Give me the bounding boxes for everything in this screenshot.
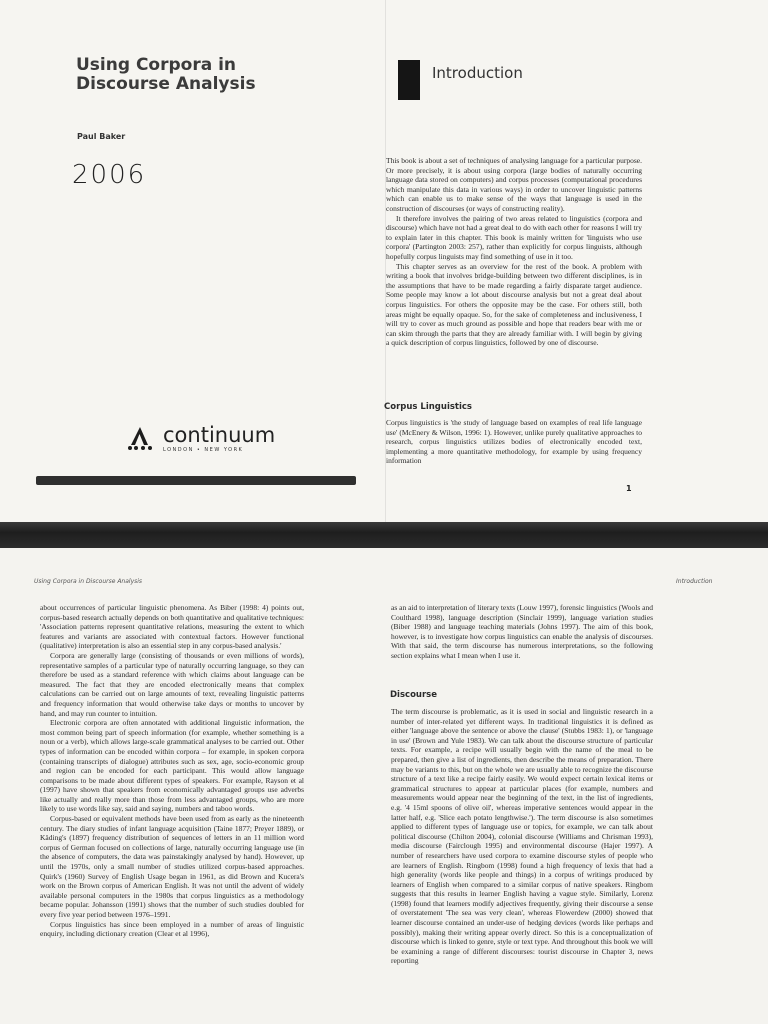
publisher-block: [127, 424, 275, 453]
continuum-logo-icon: [127, 424, 159, 450]
section-heading: Corpus Linguistics: [384, 402, 472, 412]
publisher-cities: LONDON • NEW YORK: [163, 447, 244, 453]
author-name: Paul Baker: [77, 132, 126, 141]
intro-text: [386, 156, 642, 348]
paragraph: as an aid to interpretation of literary texts (Louw 1997), forensic linguistics (Wools and Coulthard 1998), language description (Sinclair 1999), language variation studies (Biber 1988) and language teaching materials (Johns 1997). The aim of this book, however, is to investigate how corpus linguistics can enable the analysis of discourses. With that said, the term discourse has numerous interpretations, so the following section explains what I mean when I use it.: [391, 603, 653, 660]
chapter-number-block: [398, 60, 420, 100]
section-heading: Discourse: [390, 690, 437, 700]
paragraph: Corpora are generally large (consisting of thousands or even millions of words), representative samples of a particular type of naturally occurring language, so they can therefore be used as a standard reference with which claims about language can be measured. The fact that they are encoded electronically means that complex calculations can be carried out on large amounts of text, revealing linguistic patterns and frequency information that would otherwise take days or months to uncover by hand, and may run counter to intuition.: [40, 650, 304, 718]
paragraph: about occurrences of particular linguistic phenomena. As Biber (1998: 4) points out, corpus-based research actually depends on both quantitative and qualitative techniques: 'Association patterns represent quantitative relations, measuring the extent to which features and variants are associated with contextual factors. However functional (qualitative) interpretation is also an essential step in any corpus-based analysis.': [40, 603, 304, 651]
paragraph: It therefore involves the pairing of two areas related to linguistics (corpora and discourse) which have not had a great deal to do with each other for reasons I will try to explain later in this chapter. This book is mainly written for 'linguists who use corpora' (Partington 2003: 257), rather than explicitly for corpus linguists, although hopefully corpus linguists may find something of use in it too.: [386, 213, 642, 261]
book-spine-gap: [0, 522, 768, 548]
dark-rule: [36, 476, 356, 485]
running-head-left: Using Corpora in Discourse Analysis: [34, 578, 143, 585]
right-column-intro: [391, 603, 653, 661]
paragraph: This book is about a set of techniques of analysing language for a particular purpose. Or more precisely, it is about using corpora (large bodies of naturally occurring language data stored on computers) and corpus processes (computational procedures which manipulate this data in various ways) in order to uncover linguistic patterns which can enable us to make sense of the ways that language is used in the construction of discourses (or ways of constructing reality).: [386, 156, 642, 213]
paragraph: This chapter serves as an overview for the rest of the book. A problem with writing a book that involves bridge-building between two different disciplines, is in the assumptions that have to be made regarding a fairly disparate target audience. Some people may know a lot about discourse analysis but not a great deal about corpus linguistics. For others the opposite may be the case. For others still, both areas might be equally opaque. So, for the sake of completeness and inclusiveness, I will try to cover as much ground as possible and hope that readers bear with me or can skim through the parts that they are already familiar with. I will begin by giving a quick description of corpus linguistics, followed by one of discourse.: [386, 261, 642, 348]
handwritten-year: 2006: [72, 160, 147, 190]
paragraph: Electronic corpora are often annotated with additional linguistic information, the most common being part of speech information (for example, whether something is a noun or a verb), which allows large-scale grammatical analyses to be carried out. Other types of information can be encoded within corpora – for example, in spoken corpora (containing transcripts of dialogue) attributes such as sex, age, socio-economic group and region can be encoded for each participant. This would allow language comparisons to be made about different types of speakers. For example, Rayson et al (1997) have shown that speakers from economically advantaged groups use adverbs like actually and really more than those from less advantaged groups, who are more likely to use words like say, said and saying, numbers and taboo words.: [40, 718, 304, 814]
paragraph: The term discourse is problematic, as it is used in social and linguistic research in a number of inter-related yet different ways. In traditional linguistics it is defined as either 'language above the sentence or above the clause' (Stubbs 1983: 1), or 'language in use' (Brown and Yule 1983). We can talk about the discourse structure of particular texts. For example, a recipe will usually begin with the name of the meal to be prepared, then give a list of ingredients, then describe the means of preparation. There may be variants to this, but on the whole we are usually able to recognize the discourse structure of a text like a recipe fairly easily. We would expect certain lexical items or grammatical structures to appear at particular places (for example, numbers and measurements would appear near the beginning of the text, in the list of ingredients, e.g. '4 15ml spoons of olive oil', whereas imperative sentences would appear in the latter half, e.g. 'Slice each potato lengthwise.'). The term discourse is also sometimes applied to different types of language use or topics, for example, we can talk about political discourse (Chilton 2004), colonial discourse (Williams and Chrisman 1993), media discourse (Fairclough 1995) and environmental discourse (Hajer 1997). A number of researchers have used corpora to examine discourse styles of people who are learners of English. Ringbom (1998) found a high frequency of lexis that had a high generality (words like people and things) in a corpus of writings produced by learners of English when compared to a similar corpus of native speakers. Ringbom suggests that this results in learner English having a vague style. Similarly, Lorenz (1998) found that learners modify adjectives frequently, giving their discourse a sense of overstatement 'The sea was very clean', whereas Flowerdew (2000) showed that learner discourse contained an under-use of hedging devices (words like perhaps and possibly), making their writing appear overly direct. So this is a conceptualization of discourse which is linked to genre, style or text type. And throughout this book we will be examining a range of different discourses: tourist discourse in Chapter 3, news reporting: [391, 707, 653, 966]
publisher-name: continuum: [163, 423, 276, 447]
book-title-line: Using Corpora in: [76, 55, 237, 75]
paragraph: Corpus-based or equivalent methods have been used from as early as the nineteenth century. The diary studies of infant language acquisition (Taine 1877; Preyer 1889), or Käding's (1897) frequency distribution of sequences of letters in an 11 million word corpus of German focused on collections of large, naturally occurring language use (in the absence of computers, the data was painstakingly analysed by hand). However, up until the 1970s, only a small number of studies utilized corpus-based approaches. Quirk's (1960) Survey of English Usage began in 1961, as did Brown and Kucera's work on the Brown corpus of American English. It was not until the advent of widely available personal computers in the 1980s that corpus linguistics as a methodology became popular. Johansson (1991) shows that the number of such studies doubled for every five year period between 1976–1991.: [40, 814, 304, 919]
running-head-right: Introduction: [676, 578, 713, 585]
book-title: [76, 56, 256, 94]
bottom-page-spread: [0, 548, 768, 1024]
book-title-line: Discourse Analysis: [76, 74, 256, 94]
left-column-text: [40, 603, 304, 939]
paragraph: Corpus linguistics has since been employed in a number of areas of linguistic enquiry, including dictionary creation (Clear et al 1996),: [40, 919, 304, 939]
chapter-title: Introduction: [432, 64, 523, 82]
paragraph: Corpus linguistics is 'the study of language based on examples of real life language use' (McEnery & Wilson, 1996: 1). However, unlike purely qualitative approaches to research, corpus linguistics utilizes bodies of electronically encoded text, implementing a more quantitative methodology, for example by using frequency information: [386, 418, 642, 466]
right-column-text: [391, 707, 653, 966]
section-text: [386, 418, 642, 466]
page-number: 1: [626, 484, 632, 493]
